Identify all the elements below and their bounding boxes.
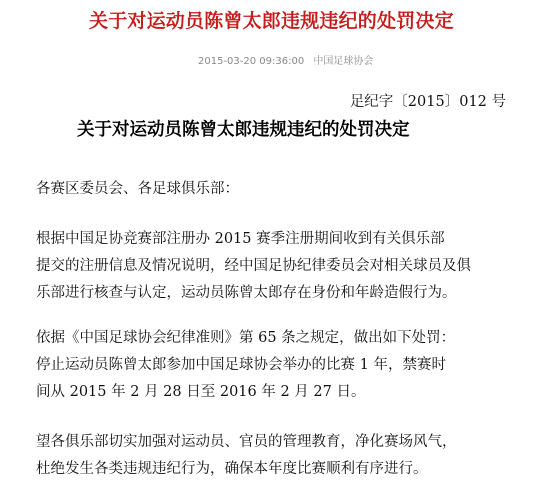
salutation: 各赛区委员会、各足球俱乐部： bbox=[36, 181, 239, 197]
paragraph-line: 依据《中国足球协会纪律准则》第 65 条之规定，做出如下处罚： bbox=[36, 330, 456, 346]
paragraph-line: 乐部进行核查与认定，运动员陈曾太郎存在身份和年龄造假行为。 bbox=[36, 285, 457, 301]
document-number: 足纪字〔2015〕012 号 bbox=[349, 94, 506, 110]
paragraph-penalty bbox=[36, 325, 532, 406]
paragraph-findings bbox=[36, 226, 532, 307]
paragraph-appeal bbox=[36, 429, 532, 483]
paragraph-line: 停止运动员陈曾太郎参加中国足球协会举办的比赛 1 年，禁赛时 bbox=[36, 357, 446, 373]
document-title: 关于对运动员陈曾太郎违规违纪的处罚决定 bbox=[77, 120, 410, 140]
paragraph-line: 杜绝发生各类违规违纪行为，确保本年度比赛顺利有序进行。 bbox=[36, 461, 428, 477]
paragraph-line: 望各俱乐部切实加强对运动员、官员的管理教育，净化赛场风气， bbox=[36, 434, 457, 450]
article-headline: 关于对运动员陈曾太郎违规违纪的处罚决定 bbox=[89, 10, 454, 32]
paragraph-line: 提交的注册信息及情况说明，经中国足协纪律委员会对相关球员及俱 bbox=[36, 258, 471, 274]
paragraph-line: 根据中国足协竞赛部注册办 2015 赛季注册期间收到有关俱乐部 bbox=[36, 231, 445, 247]
article-source: 中国足球协会 bbox=[313, 56, 374, 67]
paragraph-line: 间从 2015 年 2 月 28 日至 2016 年 2 月 27 日。 bbox=[36, 384, 366, 400]
article-meta bbox=[198, 52, 373, 67]
publish-datetime: 2015-03-20 09:36:00 bbox=[198, 56, 305, 67]
